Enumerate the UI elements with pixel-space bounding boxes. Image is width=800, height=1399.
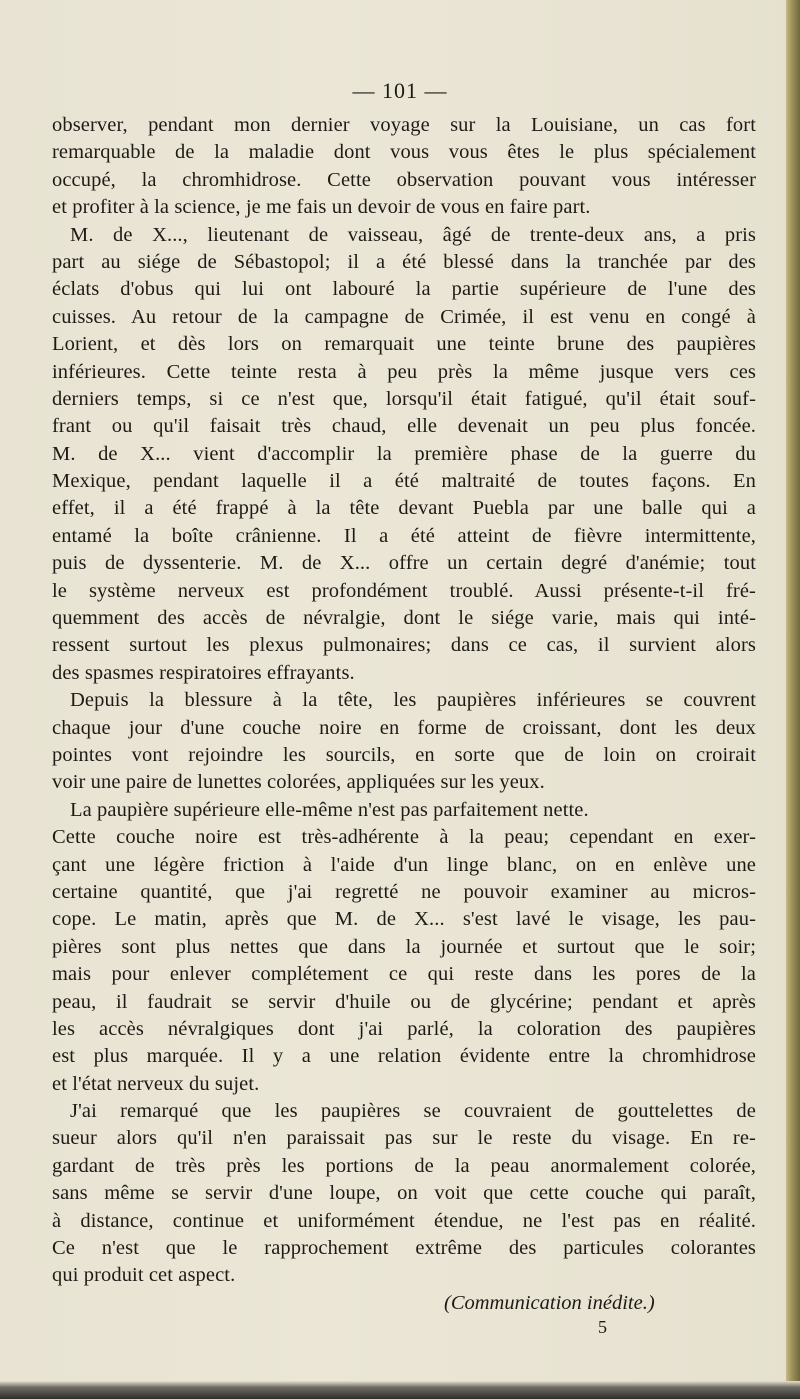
text-line: Lorient, et dès lors on remarquait une teinte brune des paupières [52, 333, 756, 356]
text-line: quemment des accès de névralgie, dont le siége varie, mais qui inté- [52, 607, 756, 630]
text-line: éclats d'obus qui lui ont labouré la partie supérieure de l'une des [52, 278, 756, 301]
text-line: sueur alors qu'il n'en paraissait pas sur le reste du visage. En re- [52, 1127, 756, 1150]
text-line: pointes vont rejoindre les sourcils, en sorte que de loin on croirait [52, 743, 756, 766]
text-line: cuisses. Au retour de la campagne de Crimée, il est venu en congé à [52, 305, 756, 328]
text-line: remarquable de la maladie dont vous vous êtes le plus spécialement [52, 141, 756, 164]
text-line: M. de X..., lieutenant de vaisseau, âgé de trente-deux ans, a pris [70, 223, 756, 246]
body-text [52, 112, 756, 1337]
text-line: part au siége de Sébastopol; il a été blessé dans la tranchée par des [52, 250, 756, 273]
text-line: voir une paire de lunettes colorées, appliquées sur les yeux. [52, 771, 545, 794]
text-line: La paupière supérieure elle-même n'est pas parfaitement nette. [70, 798, 589, 821]
signature-note: (Communication inédite.) [444, 1291, 655, 1314]
text-line: occupé, la chromhidrose. Cette observation pouvant vous intéresser [52, 168, 756, 191]
text-line: M. de X... vient d'accomplir la première phase de la guerre du [52, 442, 756, 465]
text-line: observer, pendant mon dernier voyage sur la Louisiane, un cas fort [52, 114, 756, 136]
page-number: — 101 — [352, 78, 448, 103]
page-edge-right [786, 0, 800, 1399]
text-line: çant une légère friction à l'aide d'un linge blanc, on en enlève une [52, 853, 756, 876]
text-line: puis de dyssenterie. M. de X... offre un certain degré d'anémie; tout [52, 552, 756, 575]
text-line: et l'état nerveux du sujet. [52, 1072, 260, 1095]
text-line: mais pour enlever complétement ce qui reste dans les pores de la [52, 963, 756, 986]
text-line: les accès névralgiques dont j'ai parlé, la coloration des paupières [52, 1017, 756, 1040]
text-line: est plus marquée. Il y a une relation évidente entre la chromhidrose [52, 1045, 756, 1068]
text-line: Mexique, pendant laquelle il a été maltraité de toutes façons. En [52, 470, 756, 493]
text-line: J'ai remarqué que les paupières se couvraient de gouttelettes de [70, 1100, 756, 1123]
text-line: frant ou qu'il faisait très chaud, elle devenait un peu plus foncée. [52, 415, 756, 438]
text-line: chaque jour d'une couche noire en forme de croissant, dont les deux [52, 716, 756, 739]
text-line: effet, il a été frappé à la tête devant Puebla par une balle qui a [52, 497, 756, 520]
text-line: à distance, continue et uniformément étendue, ne l'est pas en réalité. [52, 1209, 756, 1232]
text-line: pières sont plus nettes que dans la journée et surtout que le soir; [52, 935, 756, 958]
page-edge-bottom [0, 1381, 800, 1399]
text-line: gardant de très près les portions de la peau anormalement colorée, [52, 1154, 756, 1177]
text-line: inférieures. Cette teinte resta à peu près la même jusque vers ces [52, 360, 756, 383]
text-line: et profiter à la science, je me fais un devoir de vous en faire part. [52, 196, 591, 219]
text-line: des spasmes respiratoires effrayants. [52, 661, 355, 684]
text-line: derniers temps, si ce n'est que, lorsqu'il était fatigué, qu'il était souf- [52, 387, 756, 410]
text-line: Depuis la blessure à la tête, les paupières inférieures se couvrent [70, 689, 756, 712]
text-line: certaine quantité, que j'ai regretté ne pouvoir examiner au micros- [52, 880, 756, 903]
text-line: le système nerveux est profondément troublé. Aussi présente-t-il fré- [52, 579, 756, 602]
text-line: cope. Le matin, après que M. de X... s'est lavé le visage, les pau- [52, 908, 756, 931]
text-line: sans même se servir d'une loupe, on voit que cette couche qui paraît, [52, 1182, 756, 1205]
text-line: Cette couche noire est très-adhérente à la peau; cependant en exer- [52, 826, 756, 849]
text-line: Ce n'est que le rapprochement extrême des particules colorantes [52, 1237, 756, 1260]
text-line: ressent surtout les plexus pulmonaires; dans ce cas, il survient alors [52, 634, 756, 657]
text-line: qui produit cet aspect. [52, 1264, 236, 1287]
signature-mark: 5 [598, 1317, 607, 1338]
text-line: entamé la boîte crânienne. Il a été atteint de fièvre intermittente, [52, 524, 756, 547]
text-line: peau, il faudrait se servir d'huile ou de glycérine; pendant et après [52, 990, 756, 1013]
